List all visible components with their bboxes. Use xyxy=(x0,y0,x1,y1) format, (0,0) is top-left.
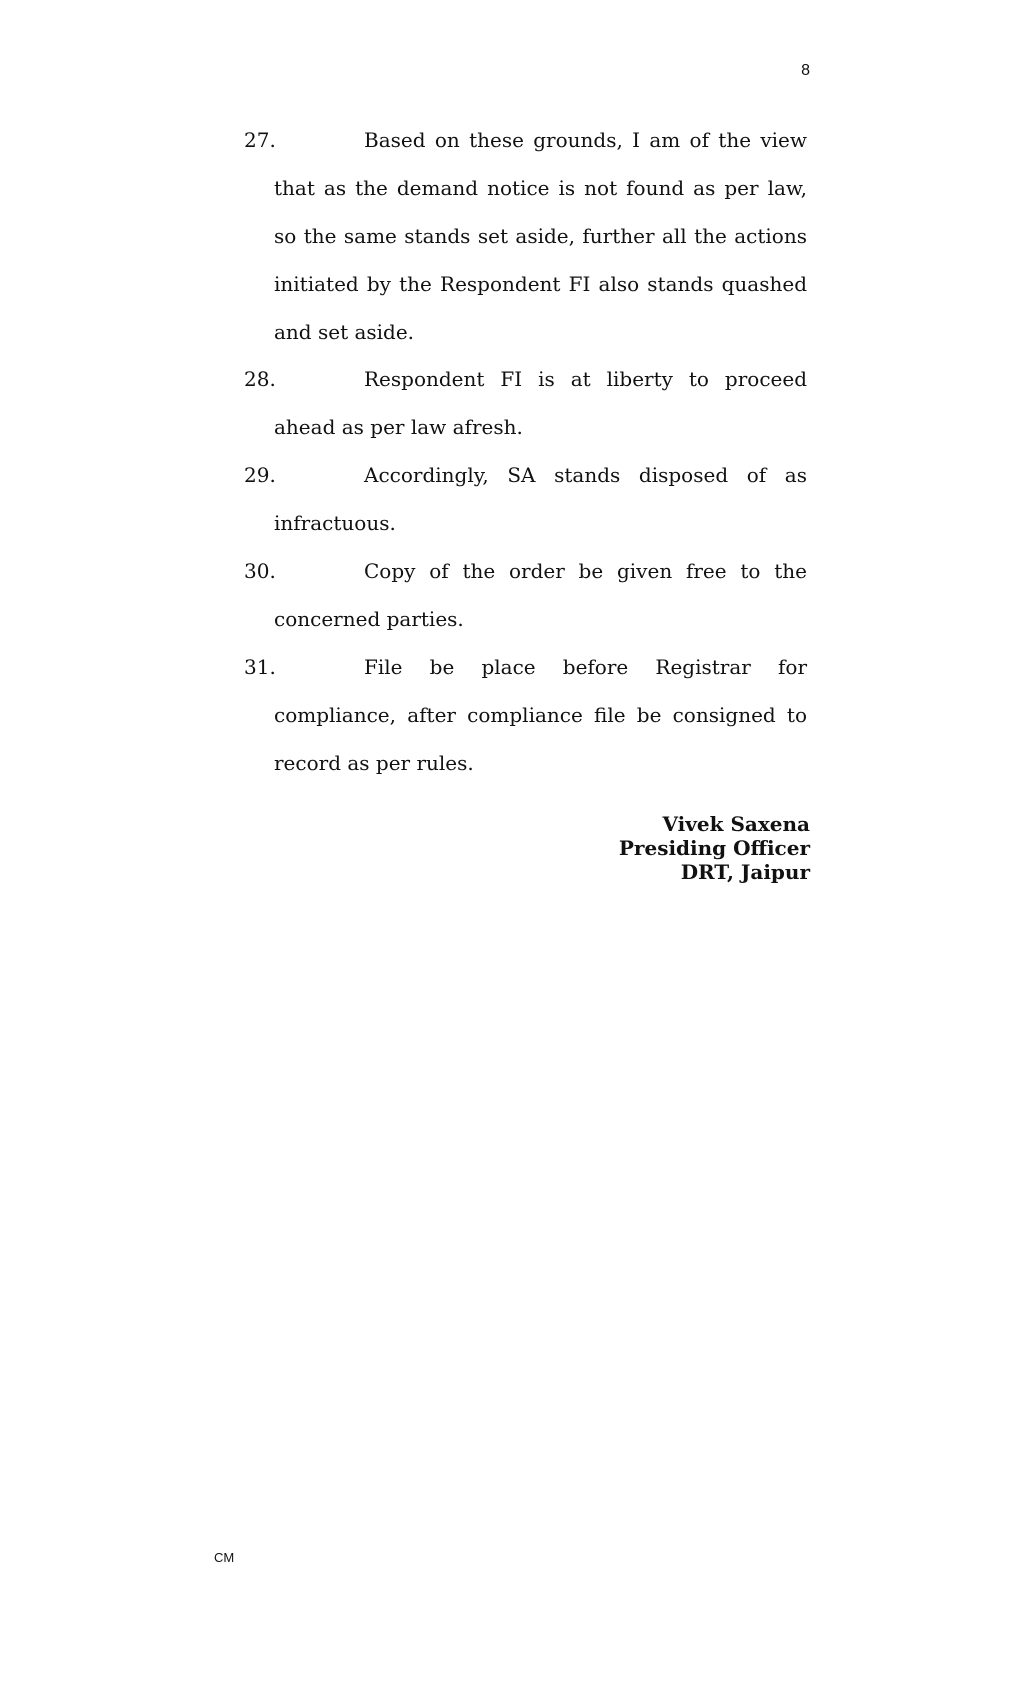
signatory-designation: Presiding Officer xyxy=(618,836,810,860)
paragraph-number: 31. xyxy=(244,655,276,679)
paragraph-27 xyxy=(244,116,807,356)
paragraph-number: 30. xyxy=(244,559,276,583)
paragraph-number: 29. xyxy=(244,463,276,487)
paragraph-text: Respondent FI is at liberty to proceed ahead as per law afresh. xyxy=(274,367,807,439)
paragraph-31 xyxy=(244,643,807,787)
paragraph-28 xyxy=(244,355,807,451)
paragraph-number: 28. xyxy=(244,367,276,391)
paragraph-number: 27. xyxy=(244,128,276,152)
paragraph-text: File be place before Registrar for compliance, after compliance file be consigned to record as per rules. xyxy=(274,655,807,775)
paragraph-text: Accordingly, SA stands disposed of as infractuous. xyxy=(274,463,807,535)
paragraph-text: Based on these grounds, I am of the view that as the demand notice is not found as per law, so the same stands set aside, further all the actions initiated by the Respondent FI also stands quashed and set aside. xyxy=(274,128,807,344)
paragraph-29 xyxy=(244,451,807,547)
signatory-name: Vivek Saxena xyxy=(662,812,810,836)
signature-block xyxy=(560,812,810,884)
paragraph-text: Copy of the order be given free to the concerned parties. xyxy=(274,559,807,631)
page-number: 8 xyxy=(801,62,810,79)
signatory-office: DRT, Jaipur xyxy=(680,860,810,884)
footer-initials: CM xyxy=(214,1550,235,1565)
paragraph-30 xyxy=(244,547,807,643)
